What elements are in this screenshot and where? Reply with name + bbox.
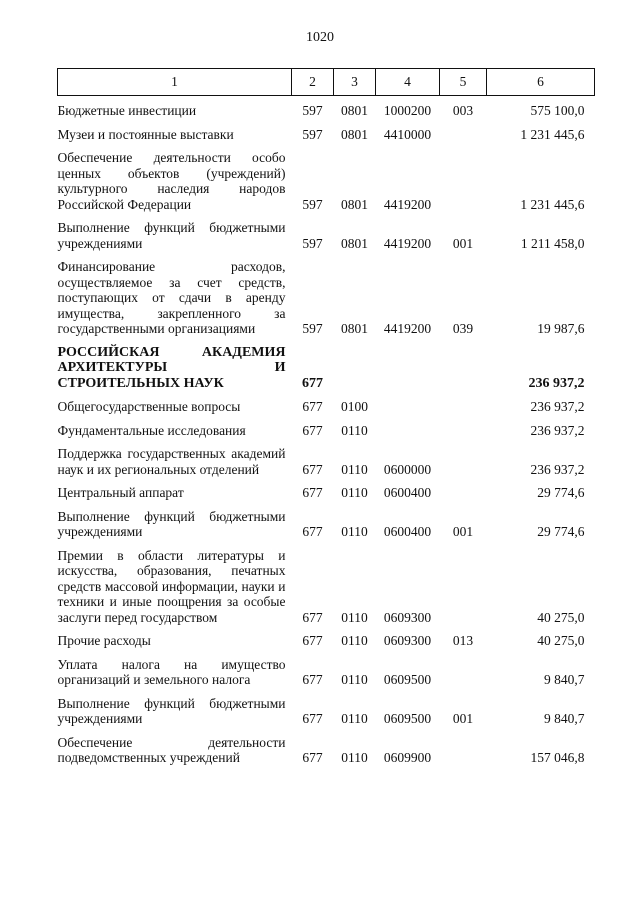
table-header (58, 69, 595, 96)
expense-type-code: 001 (452, 711, 474, 726)
amount: 575 100,0 (530, 103, 585, 118)
expense-type-code: 001 (452, 524, 474, 539)
item-name: Центральный аппарат (57, 485, 184, 500)
table-row (58, 415, 595, 439)
target-item-code: 0609300 (383, 609, 432, 625)
table-row (58, 119, 595, 143)
target-item-code: 0609900 (383, 750, 432, 765)
table-row (58, 142, 595, 212)
table-row (58, 477, 595, 501)
expense-type-code (440, 142, 487, 212)
ministry-code: 597 (302, 126, 323, 142)
target-item-code: 4419200 (383, 235, 432, 251)
expense-type-code (440, 415, 487, 439)
section-code (334, 337, 376, 392)
expense-type-code (440, 727, 487, 766)
expense-type-code: 003 (452, 103, 474, 118)
ministry-code: 677 (302, 485, 323, 500)
target-item-code: 0600400 (383, 485, 432, 500)
item-name: Бюджетные инвестиции (57, 103, 197, 118)
expense-type-code (440, 649, 487, 688)
section-code: 0110 (341, 672, 368, 687)
section-code: 0110 (341, 524, 368, 539)
expense-type-code (440, 438, 487, 477)
section-code: 0110 (341, 609, 368, 625)
amount: 236 937,2 (530, 422, 585, 438)
ministry-code: 677 (302, 750, 323, 765)
item-name: Обеспечение деятельности особо ценных объектов (учреждений) культурного наследия народов Российской Федерации (57, 150, 286, 212)
amount: 29 774,6 (537, 524, 585, 539)
target-item-code: 0600000 (383, 461, 432, 477)
item-name: Музеи и постоянные выставки (57, 126, 234, 142)
item-name: Обеспечение деятельности подведомственных учреждений (57, 734, 286, 765)
table-row (58, 501, 595, 540)
section-code: 0801 (341, 126, 368, 142)
section-code: 0801 (341, 103, 368, 118)
ministry-code: 677 (302, 524, 323, 539)
ministry-code: 677 (302, 711, 323, 726)
section-code: 0801 (341, 235, 368, 251)
ministry-code: 677 (302, 672, 323, 687)
target-item-code: 0609500 (383, 711, 432, 726)
item-name: Выполнение функций бюджетными учреждениями (57, 220, 286, 251)
amount: 157 046,8 (530, 750, 585, 765)
expense-type-code (440, 337, 487, 392)
target-item-code (376, 415, 440, 439)
header-cell-6: 6 (487, 69, 595, 96)
expense-type-code (440, 540, 487, 626)
table-row (58, 649, 595, 688)
expense-type-code: 013 (452, 633, 474, 648)
section-code: 0110 (341, 461, 368, 477)
target-item-code: 4419200 (383, 321, 432, 336)
section-code: 0110 (341, 633, 368, 648)
table-row (58, 727, 595, 766)
target-item-code: 1000200 (383, 103, 432, 118)
ministry-code: 677 (302, 461, 323, 477)
amount: 40 275,0 (537, 609, 585, 625)
expense-type-code (440, 119, 487, 143)
expense-type-code: 001 (452, 235, 474, 251)
amount: 1 211 458,0 (520, 235, 585, 251)
amount: 236 937,2 (530, 399, 585, 414)
table-row (58, 625, 595, 649)
amount: 9 840,7 (544, 672, 585, 687)
ministry-code: 597 (302, 321, 323, 336)
ministry-code: 677 (302, 633, 323, 648)
target-item-code: 4410000 (383, 126, 432, 142)
item-name: Финансирование расходов, осуществляемое за счет средств, поступающих от сдачи в аренду имущества, закрепленного за государственными организациями (57, 259, 286, 336)
ministry-code: 677 (302, 422, 323, 438)
target-item-code: 0609300 (383, 633, 432, 648)
item-name: Общегосударственные вопросы (57, 399, 241, 414)
header-cell-4: 4 (376, 69, 440, 96)
ministry-code: 677 (302, 399, 323, 414)
section-code: 0801 (341, 196, 368, 212)
amount: 1 231 445,6 (520, 126, 585, 142)
ministry-code: 597 (302, 235, 323, 251)
amount: 1 231 445,6 (520, 196, 585, 212)
target-item-code (376, 337, 440, 392)
section-code: 0801 (341, 321, 368, 336)
item-name: Фундаментальные исследования (57, 422, 246, 438)
section-code: 0110 (341, 750, 368, 765)
section-code: 0110 (341, 422, 368, 438)
page-number: 1020 (306, 30, 334, 45)
item-name: Поддержка государственных академий наук и их региональных отделений (57, 446, 286, 477)
target-item-code: 4419200 (383, 196, 432, 212)
expense-type-code: 039 (452, 321, 474, 336)
table-row (58, 688, 595, 727)
table-row (58, 251, 595, 337)
ministry-code: 677 (302, 375, 323, 391)
ministry-code: 597 (302, 196, 323, 212)
header-row (58, 69, 595, 96)
ministry-code: 677 (302, 609, 323, 625)
expense-type-code (440, 477, 487, 501)
section-code: 0100 (341, 399, 368, 414)
amount: 9 840,7 (544, 711, 585, 726)
item-name: Прочие расходы (57, 633, 151, 648)
item-name: РОССИЙСКАЯ АКАДЕМИЯ АРХИТЕКТУРЫ И СТРОИТЕЛЬНЫХ НАУК (57, 344, 286, 391)
amount: 40 275,0 (537, 633, 585, 648)
amount: 19 987,6 (537, 321, 585, 336)
table-row (58, 540, 595, 626)
target-item-code: 0609500 (383, 672, 432, 687)
header-cell-1: 1 (58, 69, 292, 96)
target-item-code (376, 391, 440, 415)
header-cell-5: 5 (440, 69, 487, 96)
header-cell-3: 3 (334, 69, 376, 96)
item-name: Уплата налога на имущество организаций и земельного налога (57, 656, 286, 687)
table-row (58, 391, 595, 415)
header-cell-2: 2 (292, 69, 334, 96)
ministry-code: 597 (302, 103, 323, 118)
target-item-code: 0600400 (383, 524, 432, 539)
table-row (58, 337, 595, 392)
amount: 236 937,2 (528, 375, 585, 391)
expense-type-code (440, 391, 487, 415)
table-row (58, 96, 595, 119)
table-body (58, 96, 595, 766)
budget-table (57, 68, 595, 766)
amount: 236 937,2 (530, 461, 585, 477)
item-name: Премии в области литературы и искусства, образования, печатных средств массовой информации, науки и техники и иные поощрения за особые заслуги перед государством (57, 547, 286, 625)
table-row (58, 212, 595, 251)
item-name: Выполнение функций бюджетными учреждениями (57, 508, 286, 539)
item-name: Выполнение функций бюджетными учреждениями (57, 695, 286, 726)
section-code: 0110 (341, 711, 368, 726)
table-row (58, 438, 595, 477)
amount: 29 774,6 (537, 485, 585, 500)
section-code: 0110 (341, 485, 368, 500)
